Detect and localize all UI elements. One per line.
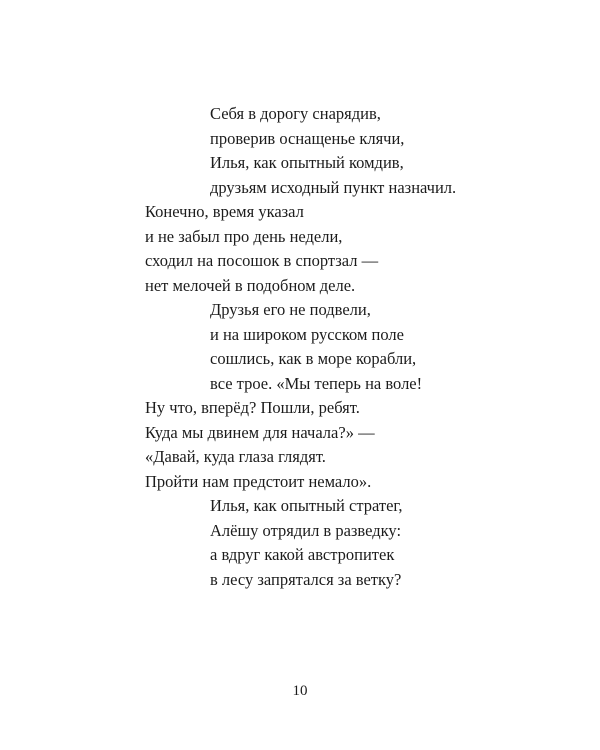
stanza-1 bbox=[0, 102, 600, 200]
poem-line: Пройти нам предстоит немало». bbox=[145, 471, 372, 491]
poem-line: Конечно, время указал bbox=[145, 202, 304, 221]
poem-line: а вдруг какой австропитек bbox=[210, 545, 395, 564]
poem-line: Илья, как опытный комдив, bbox=[210, 153, 404, 172]
poem-line: все трое. «Мы теперь на воле! bbox=[210, 373, 423, 393]
poem-line: Ну что, вперёд? Пошли, ребят. bbox=[145, 398, 360, 417]
stanza-4 bbox=[0, 396, 600, 494]
poem-line: сошлись, как в море корабли, bbox=[210, 349, 417, 368]
poem-line: Себя в дорогу снарядив, bbox=[210, 104, 381, 123]
poem-line: Алёшу отрядил в разведку: bbox=[210, 520, 402, 540]
poem-line: сходил на посошок в спортзал — bbox=[145, 251, 379, 270]
poem-line: Друзья его не подвели, bbox=[210, 300, 371, 319]
poem-line: проверив оснащенье клячи, bbox=[210, 128, 405, 148]
poem-line: «Давай, куда глаза глядят. bbox=[145, 447, 326, 466]
poem-line: и на широком русском поле bbox=[210, 324, 404, 344]
poem-line: друзьям исходный пункт назначил. bbox=[210, 177, 457, 197]
poem-line: Илья, как опытный стратег, bbox=[210, 496, 403, 515]
poem-line: Куда мы двинем для начала?» — bbox=[145, 422, 375, 442]
stanza-5 bbox=[0, 494, 600, 592]
poem-line: нет мелочей в подобном деле. bbox=[145, 275, 356, 295]
poem bbox=[0, 102, 600, 592]
poem-line: в лесу запрятался за ветку? bbox=[210, 569, 402, 589]
page-number: 10 bbox=[292, 683, 308, 699]
stanza-2 bbox=[0, 200, 600, 298]
poem-line: и не забыл про день недели, bbox=[145, 226, 343, 246]
stanza-3 bbox=[0, 298, 600, 396]
